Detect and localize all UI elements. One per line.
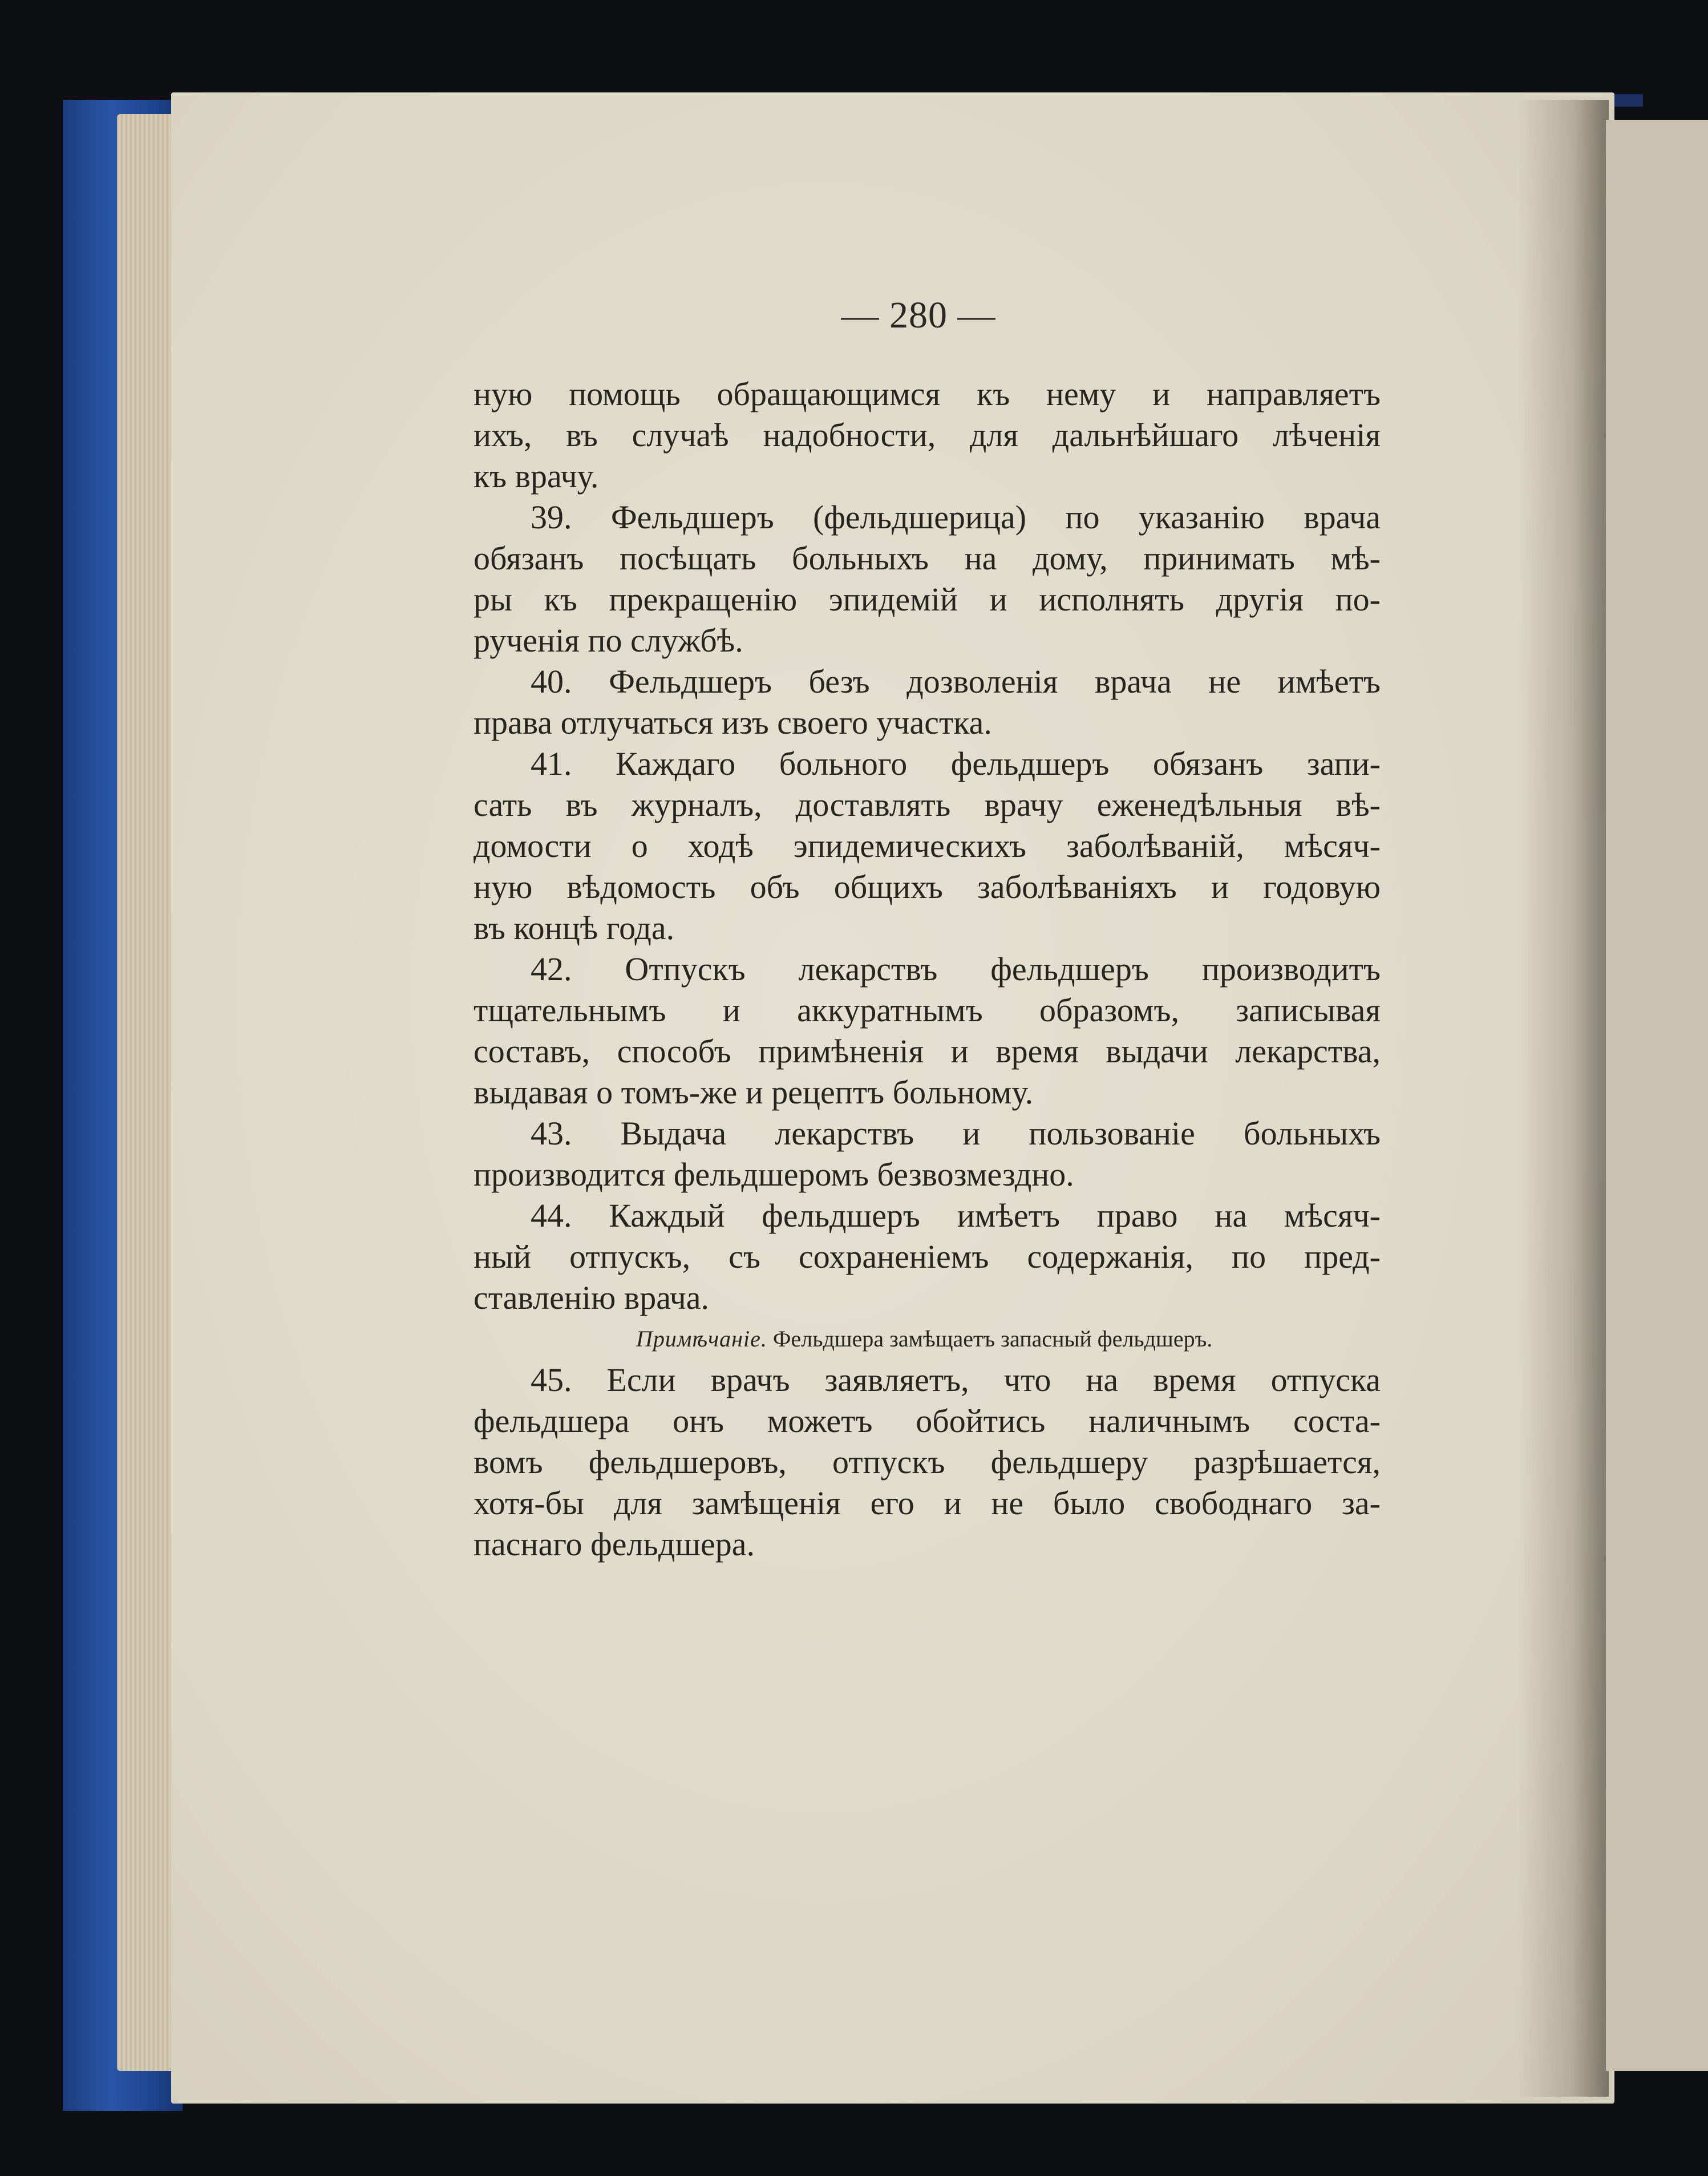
line-text: въ концѣ года. bbox=[473, 909, 675, 947]
note-label: Примѣчаніе. bbox=[636, 1326, 767, 1352]
text-line bbox=[473, 1113, 1381, 1154]
line-text: обязанъ посѣщать больныхъ на дому, принимать мѣ- bbox=[473, 540, 1381, 577]
text-line bbox=[473, 908, 1381, 949]
text-line bbox=[473, 702, 1381, 743]
text-line bbox=[473, 456, 1381, 497]
text-line bbox=[473, 620, 1381, 661]
text-line bbox=[473, 1031, 1381, 1072]
line-text: паснаго фельдшера. bbox=[473, 1526, 755, 1563]
line-text: 39. Фельдшеръ (фельдшерица) по указанію врача bbox=[531, 499, 1381, 536]
line-text: ры къ прекращенію эпидемій и исполнять другія по- bbox=[473, 581, 1381, 618]
text-line bbox=[473, 867, 1381, 908]
text-line bbox=[473, 661, 1381, 702]
text-line bbox=[473, 579, 1381, 620]
text-line bbox=[473, 415, 1381, 456]
text-line bbox=[473, 374, 1381, 415]
facing-page-edge bbox=[1606, 120, 1708, 2071]
text-line bbox=[473, 1442, 1381, 1483]
text-line bbox=[473, 497, 1381, 538]
line-text: составъ, способъ примѣненія и время выдачи лекарства, bbox=[473, 1033, 1381, 1070]
line-text: права отлучаться изъ своего участка. bbox=[473, 704, 992, 741]
page-number: — 280 — bbox=[841, 294, 996, 336]
line-text: къ врачу. bbox=[473, 458, 599, 495]
text-line bbox=[473, 1277, 1381, 1318]
line-text: хотя-бы для замѣщенія его и не было свободнаго за- bbox=[473, 1485, 1381, 1522]
text-line bbox=[473, 743, 1381, 784]
line-text: 42. Отпускъ лекарствъ фельдшеръ производитъ bbox=[531, 951, 1381, 988]
note-text: Фельдшера замѣщаетъ запасный фельдшеръ. bbox=[772, 1326, 1213, 1352]
line-text: фельдшера онъ можетъ обойтись наличнымъ соста- bbox=[473, 1402, 1381, 1439]
line-text: ихъ, въ случаѣ надобности, для дальнѣйшаго лѣченія bbox=[473, 416, 1381, 454]
text-line bbox=[473, 1154, 1381, 1195]
text-line bbox=[473, 1236, 1381, 1277]
line-text: ставленію врача. bbox=[473, 1279, 710, 1316]
text-line bbox=[473, 1401, 1381, 1442]
line-text: 45. Если врачъ заявляетъ, что на время отпуска bbox=[531, 1361, 1381, 1398]
text-line bbox=[473, 949, 1381, 990]
line-text: ную помощь обращающимся къ нему и направляетъ bbox=[473, 375, 1381, 412]
line-text: рученія по службѣ. bbox=[473, 622, 743, 659]
text-line bbox=[473, 1360, 1381, 1401]
text-line bbox=[473, 1483, 1381, 1524]
line-text: ную вѣдомость объ общихъ заболѣваніяхъ и годовую bbox=[473, 868, 1381, 905]
line-text: домости о ходѣ эпидемическихъ заболѣваній, мѣсяч- bbox=[473, 827, 1381, 864]
line-text: 40. Фельдшеръ безъ дозволенія врача не имѣетъ bbox=[531, 663, 1381, 700]
line-text: сать въ журналъ, доставлять врачу еженедѣльныя вѣ- bbox=[473, 786, 1381, 823]
text-line bbox=[473, 826, 1381, 867]
paragraphs-38-44 bbox=[473, 374, 1381, 1318]
page-gutter-shadow bbox=[1517, 100, 1609, 2097]
text-line bbox=[473, 1524, 1381, 1565]
footnote-note bbox=[473, 1318, 1381, 1360]
line-text: 41. Каждаго больного фельдшеръ обязанъ запи- bbox=[531, 745, 1381, 782]
line-text: ный отпускъ, съ сохраненіемъ содержанія, по пред- bbox=[473, 1238, 1381, 1275]
text-line bbox=[473, 1072, 1381, 1113]
line-text: тщательнымъ и аккуратнымъ образомъ, записывая bbox=[473, 992, 1381, 1029]
text-line bbox=[473, 990, 1381, 1031]
line-text: 43. Выдача лекарствъ и пользованіе больныхъ bbox=[531, 1115, 1381, 1152]
line-text: производится фельдшеромъ безвозмездно. bbox=[473, 1156, 1074, 1193]
line-text: 44. Каждый фельдшеръ имѣетъ право на мѣсяч- bbox=[531, 1197, 1381, 1234]
page-text-block bbox=[473, 374, 1381, 1565]
text-line bbox=[473, 1195, 1381, 1236]
text-line bbox=[473, 538, 1381, 579]
text-line bbox=[473, 784, 1381, 826]
line-text: выдавая о томъ-же и рецептъ больному. bbox=[473, 1074, 1034, 1111]
paragraph-45 bbox=[473, 1360, 1381, 1565]
line-text: вомъ фельдшеровъ, отпускъ фельдшеру разрѣшается, bbox=[473, 1443, 1381, 1481]
